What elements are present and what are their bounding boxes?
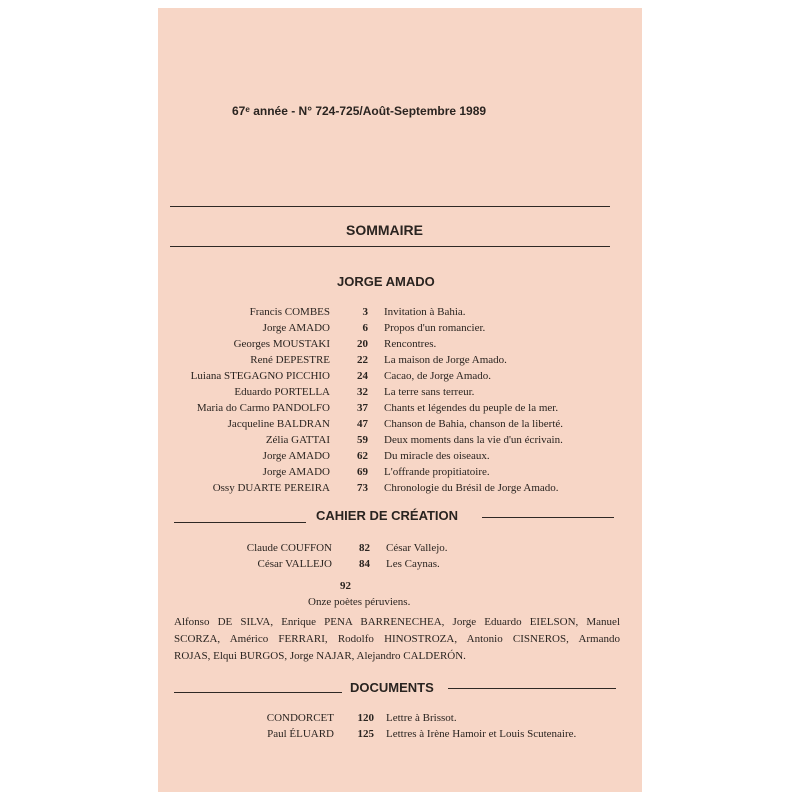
entry-page: 6 <box>362 322 368 334</box>
entry-author: René DEPESTRE <box>250 354 330 366</box>
entry-author: CONDORCET <box>266 712 334 724</box>
poets-line: Alfonso DE SILVA, Enrique PENA BARRENECHEA, Jorge Eduardo EIELSON, Manuel <box>174 616 620 628</box>
entry-author: Luiana STEGAGNO PICCHIO <box>190 370 330 382</box>
entry-page: 24 <box>357 370 368 382</box>
entry-title: Propos d'un romancier. <box>384 322 486 334</box>
entry-page: 22 <box>357 354 368 366</box>
entry-title: Du miracle des oiseaux. <box>384 450 490 462</box>
rule-top <box>170 206 610 207</box>
entry-page: 20 <box>357 338 368 350</box>
entry-title: La terre sans terreur. <box>384 386 475 398</box>
rule-cahier-left <box>174 522 306 523</box>
entry-author: Eduardo PORTELLA <box>234 386 330 398</box>
entry-author: Jorge AMADO <box>262 322 330 334</box>
book-page <box>158 8 642 792</box>
entry-author: Claude COUFFON <box>246 542 332 554</box>
entry-author: Zélia GATTAI <box>265 434 330 446</box>
entry-title: Rencontres. <box>384 338 437 350</box>
entry-page: 120 <box>357 712 374 724</box>
poets-line: SCORZA, Américo FERRARI, Rodolfo HINOSTROZA, Antonio CISNEROS, Armando <box>174 633 620 645</box>
entry-page: 59 <box>357 434 368 446</box>
entry-page: 73 <box>357 482 368 494</box>
entry-page: 32 <box>357 386 368 398</box>
entry-title: Chronologie du Brésil de Jorge Amado. <box>384 482 559 494</box>
entry-title: Lettre à Brissot. <box>386 712 457 724</box>
entry-page: 3 <box>362 306 368 318</box>
entry-page: 125 <box>357 728 374 740</box>
entry-title: L'offrande propitiatoire. <box>384 466 490 478</box>
entry-page: 82 <box>359 542 370 554</box>
rule-cahier-right <box>482 517 614 518</box>
entry-author: César VALLEJO <box>257 558 332 570</box>
cahier-title: CAHIER DE CRÉATION <box>316 508 459 523</box>
documents-title: DOCUMENTS <box>350 680 434 695</box>
group-title: Onze poètes péruviens. <box>308 596 411 608</box>
rule-sommaire <box>170 246 610 247</box>
entry-title: César Vallejo. <box>386 542 448 554</box>
entry-title: Invitation à Bahia. <box>384 306 466 318</box>
entry-page: 62 <box>357 450 368 462</box>
entry-author: Francis COMBES <box>249 306 330 318</box>
entry-author: Georges MOUSTAKI <box>233 338 330 350</box>
entry-title: Chants et légendes du peuple de la mer. <box>384 402 559 414</box>
entry-author: Jorge AMADO <box>262 466 330 478</box>
entry-page: 37 <box>357 402 368 414</box>
rule-documents-right <box>448 688 616 689</box>
sommaire-title: SOMMAIRE <box>346 222 423 238</box>
group-page: 92 <box>340 580 351 592</box>
poets-line: ROJAS, Elqui BURGOS, Jorge NAJAR, Alejandro CALDERÓN. <box>174 650 466 662</box>
entry-author: Maria do Carmo PANDOLFO <box>196 402 330 414</box>
entry-title: Cacao, de Jorge Amado. <box>384 370 492 382</box>
entry-author: Jorge AMADO <box>262 450 330 462</box>
entry-page: 69 <box>357 466 368 478</box>
entry-page: 47 <box>357 418 368 430</box>
entry-title: Les Caynas. <box>386 558 440 570</box>
jorge-amado-title: JORGE AMADO <box>337 274 435 289</box>
rule-documents-left <box>174 692 342 693</box>
entry-author: Ossy DUARTE PEREIRA <box>212 482 330 494</box>
entry-page: 84 <box>359 558 370 570</box>
entry-author: Jacqueline BALDRAN <box>227 418 330 430</box>
entry-title: Lettres à Irène Hamoir et Louis Scutenaire. <box>386 728 577 740</box>
issue-line: 67ᵉ année - N° 724-725/Août-Septembre 1989 <box>232 104 487 118</box>
entry-author: Paul ÉLUARD <box>267 728 334 740</box>
entry-title: Deux moments dans la vie d'un écrivain. <box>384 434 563 446</box>
entry-title: Chanson de Bahia, chanson de la liberté. <box>384 418 564 430</box>
entry-title: La maison de Jorge Amado. <box>384 354 507 366</box>
